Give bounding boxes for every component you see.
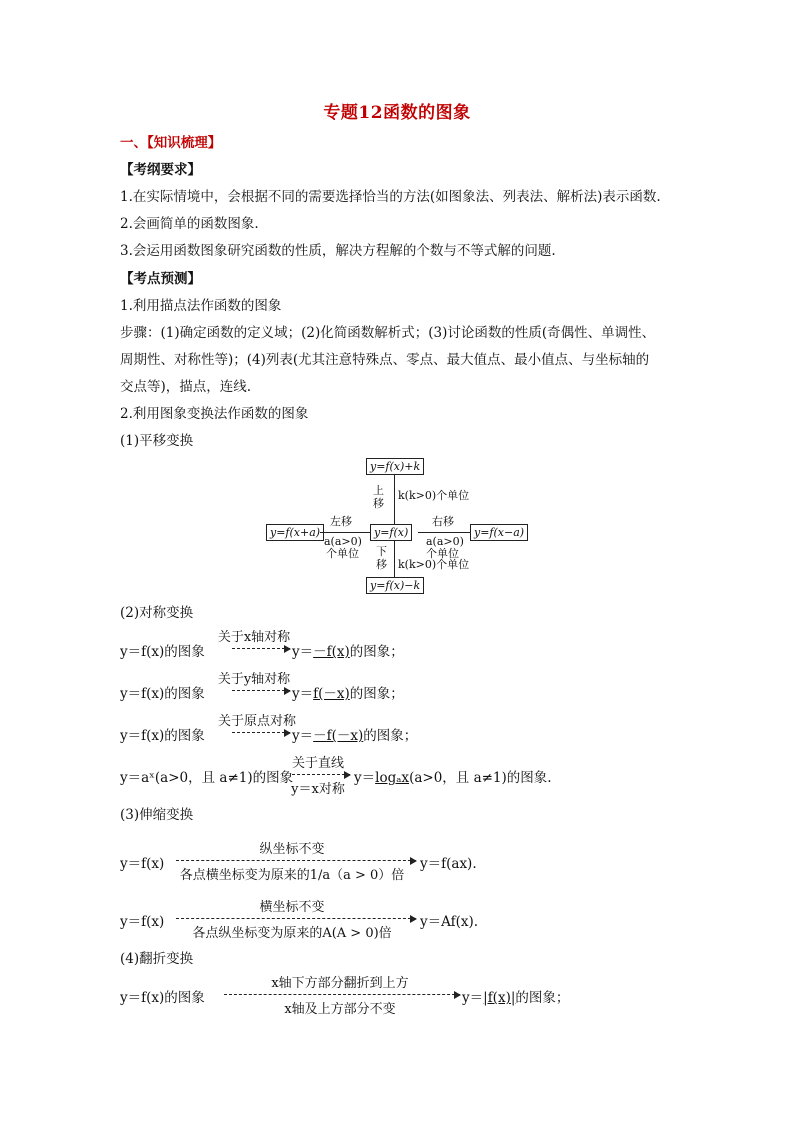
top-box: y=f(x)+k [366,458,424,475]
point-1-title: 1.利用描点法作函数的图象 [120,298,282,314]
arrow-below: y＝x对称 [291,782,345,797]
arrow-above: x轴下方部分翻折到上方 [271,976,409,991]
down-condition: k(k>0)个单位 [398,558,470,571]
down-arrow-line [394,541,395,577]
arrow-below: x轴及上方部分不变 [284,1002,396,1017]
left-box: y=f(x+a) [266,524,324,541]
arrow-above: 横坐标不变 [259,900,325,915]
section-heading: 一、【知识梳理】 [120,135,222,151]
left-arrow-line [320,532,370,533]
dashed-arrow [176,860,416,861]
bottom-box: y=f(x)−k [366,577,424,594]
dashed-arrow [232,690,290,691]
row-lhs: y＝f(x)的图象 [120,644,205,660]
down-label: 下 [376,545,387,558]
left-condition: 个单位 [326,547,359,560]
row-lhs: y＝f(x)的图象 [120,686,205,702]
right-condition: a(a>0) [426,535,464,548]
dashed-arrow [292,774,350,775]
up-arrow-line [394,474,395,524]
requirement-item: 1.在实际情境中，会根据不同的需要选择恰当的方法(如图象法、列表法、解析法)表示函数. [120,189,661,205]
symmetry-title: (2)对称变换 [120,605,194,621]
right-box: y=f(x−a) [470,524,528,541]
arrow-below: 各点横坐标变为原来的1/a（a > 0）倍 [179,868,405,883]
arrow-below: 各点纵坐标变为原来的A(A > 0)倍 [192,926,392,941]
dashed-arrow [224,994,460,995]
flip-row [120,972,680,1016]
left-label: 左移 [330,515,352,528]
row-lhs: y＝aˣ(a>0，且 a≠1)的图象 [120,770,294,786]
symmetry-row [120,710,680,754]
row-rhs: y＝|f(x)|的图象； [462,990,570,1006]
arrow-above: 关于原点对称 [217,714,296,729]
point-1-step: 交点等)，描点，连线. [120,379,252,395]
right-condition: 个单位 [426,547,459,560]
row-lhs: y＝f(x) [120,914,165,930]
symmetry-row [120,626,680,670]
symmetry-row [120,752,680,796]
requirements-heading: 【考纲要求】 [120,162,201,178]
point-1-step: 周期性、对称性等)；(4)列表(尤其注意特殊点、零点、最大值点、最小值点、与坐标轴的 [120,352,650,368]
point-1-step: 步骤：(1)确定函数的定义域；(2)化简函数解析式；(3)讨论函数的性质(奇偶性、单调性、 [120,325,656,341]
row-rhs: y＝－f(－x)的图象； [292,728,418,744]
left-condition: a(a>0) [324,535,362,548]
point-2-title: 2.利用图象变换法作函数的图象 [120,406,309,422]
stretch-title: (3)伸缩变换 [120,807,194,823]
translation-title: (1)平移变换 [120,433,194,449]
requirement-item: 3.会运用函数图象研究函数的性质，解决方程解的个数与不等式解的问题. [120,243,556,259]
dashed-arrow [232,732,290,733]
symmetry-row [120,668,680,712]
center-box: y=f(x) [370,524,412,541]
right-label: 右移 [432,515,454,528]
arrow-above: 关于直线 [291,756,344,771]
translation-diagram [260,458,540,594]
up-label: 上 [373,484,384,497]
prediction-heading: 【考点预测】 [120,271,201,287]
dashed-arrow [232,648,290,649]
row-rhs: y＝logₐx(a>0，且 a≠1)的图象. [354,770,552,786]
dashed-arrow [176,918,416,919]
arrow-above: 纵坐标不变 [259,842,325,857]
stretch-row [120,896,680,940]
row-rhs: y＝－f(x)的图象； [292,644,404,660]
down-label: 移 [376,558,387,571]
up-label: 移 [373,497,384,510]
page-title: 专题12函数的图象 [323,103,471,123]
row-rhs: y＝f(－x)的图象； [292,686,404,702]
stretch-row [120,838,680,882]
right-arrow-line [418,532,470,533]
row-lhs: y＝f(x)的图象 [120,990,205,1006]
up-condition: k(k>0)个单位 [398,489,470,502]
flip-title: (4)翻折变换 [120,951,194,967]
row-rhs: y＝Af(x). [420,914,479,930]
arrow-above: 关于y轴对称 [217,672,291,687]
arrow-above: 关于x轴对称 [217,630,291,645]
requirement-item: 2.会画简单的函数图象. [120,216,259,232]
row-rhs: y＝f(ax). [420,856,477,872]
row-lhs: y＝f(x) [120,856,165,872]
row-lhs: y＝f(x)的图象 [120,728,205,744]
